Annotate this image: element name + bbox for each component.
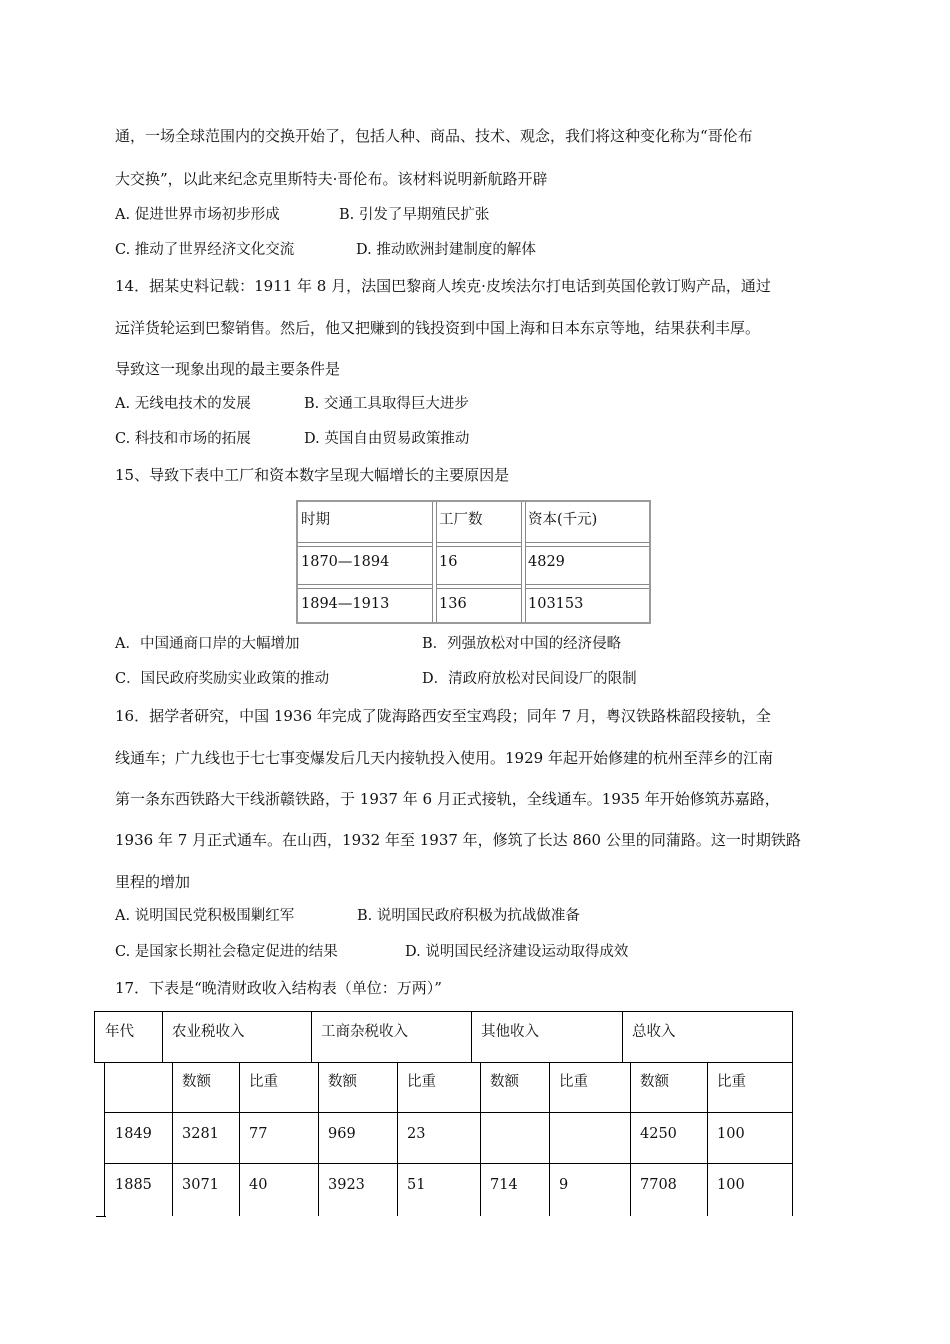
table-cell: 40 [249, 1177, 268, 1193]
table-header-agriculture-tax: 农业税收入 [172, 1024, 245, 1040]
table-cell: 7708 [640, 1177, 677, 1193]
table-divider [397, 1062, 398, 1216]
table-divider [707, 1062, 708, 1216]
table-cell: 100 [717, 1126, 745, 1142]
table-divider [471, 1012, 472, 1062]
q14-text-line-3: 导致这一现象出现的最主要条件是 [115, 360, 341, 378]
table-divider [105, 1112, 793, 1113]
table-cell: 9 [559, 1177, 569, 1193]
table-divider [318, 1062, 319, 1216]
q15-table [296, 500, 651, 624]
table-cell: 77 [249, 1126, 268, 1142]
table-cell: 1894—1913 [301, 596, 390, 612]
q16-option-a: A. 说明国民党积极围剿红军 [115, 908, 295, 924]
table-cell: 4250 [640, 1126, 677, 1142]
table-cell: 969 [328, 1126, 356, 1142]
table-subheader: 比重 [249, 1074, 278, 1090]
table-cell: 100 [717, 1177, 745, 1193]
table-divider [298, 584, 649, 589]
table-cell: 1870—1894 [301, 554, 390, 570]
q14-option-d: D. 英国自由贸易政策推动 [304, 431, 470, 447]
q13-option-b: B. 引发了早期殖民扩张 [339, 207, 490, 223]
q17-table-body [104, 1062, 793, 1216]
q16-text-line-5: 里程的增加 [115, 873, 191, 891]
table-cell: 16 [439, 554, 458, 570]
table-cell: 3071 [182, 1177, 219, 1193]
table-subheader: 数额 [182, 1074, 211, 1090]
table-cell: 3923 [328, 1177, 365, 1193]
table-header-factories: 工厂数 [439, 512, 483, 528]
q14-option-c: C. 科技和市场的拓展 [115, 431, 251, 447]
table-cell: 103153 [528, 596, 584, 612]
table-header-total-income: 总收入 [632, 1024, 676, 1040]
table-cell: 4829 [528, 554, 565, 570]
table-cell: 136 [439, 596, 467, 612]
q13-text-line-1: 通，一场全球范围内的交换开始了，包括人种、商品、技术、观念，我们将这种变化称为“哥伦布 [115, 127, 753, 145]
q15-option-c: C．国民政府奖励实业政策的推动 [115, 671, 330, 687]
table-cell: 714 [490, 1177, 518, 1193]
table-subheader: 数额 [328, 1074, 357, 1090]
table-cell: 3281 [182, 1126, 219, 1142]
table-divider [622, 1012, 623, 1062]
q16-text-line-3: 第一条东西铁路大干线浙赣铁路，于 1937 年 6 月正式接轨，全线通车。1935 年开始修筑苏嘉路， [115, 790, 780, 808]
table-divider [96, 1216, 106, 1217]
q14-text-line-2: 远洋货轮运到巴黎销售。然后，他又把赚到的钱投资到中国上海和日本东京等地，结果获利丰厚。 [115, 319, 761, 337]
table-cell: 51 [407, 1177, 426, 1193]
q15-stem: 15、导致下表中工厂和资本数字呈现大幅增长的主要原因是 [115, 466, 510, 484]
table-header-commerce-tax: 工商杂税收入 [321, 1024, 408, 1040]
table-header-capital: 资本(千元) [528, 512, 598, 528]
table-divider [630, 1062, 631, 1216]
table-subheader: 数额 [640, 1074, 669, 1090]
table-header-era: 年代 [105, 1024, 134, 1040]
q16-option-d: D. 说明国民经济建设运动取得成效 [405, 944, 629, 960]
q13-option-d: D. 推动欧洲封建制度的解体 [356, 242, 536, 258]
q14-option-b: B. 交通工具取得巨大进步 [304, 396, 469, 412]
table-divider [480, 1062, 481, 1216]
q17-table-header-row [94, 1011, 793, 1063]
table-cell: 1849 [115, 1126, 152, 1142]
table-divider [549, 1062, 550, 1216]
q15-option-a: A．中国通商口岸的大幅增加 [115, 636, 300, 652]
table-subheader: 比重 [559, 1074, 588, 1090]
table-subheader: 比重 [717, 1074, 746, 1090]
table-divider [311, 1012, 312, 1062]
table-header-other-income: 其他收入 [481, 1024, 539, 1040]
table-header-period: 时期 [301, 512, 330, 528]
table-divider [239, 1062, 240, 1216]
q16-option-b: B. 说明国民政府积极为抗战做准备 [357, 908, 580, 924]
table-divider [172, 1062, 173, 1216]
table-subheader: 数额 [490, 1074, 519, 1090]
q16-text-line-4: 1936 年 7 月正式通车。在山西，1932 年至 1937 年，修筑了长达 860 公里的同蒲路。这一时期铁路 [115, 831, 801, 849]
q13-option-a: A. 促进世界市场初步形成 [115, 207, 280, 223]
q14-text-line-1: 14．据某史料记载：1911 年 8 月，法国巴黎商人埃克·皮埃法尔打电话到英国伦敦订购产品，通过 [115, 277, 771, 295]
q13-option-c: C. 推动了世界经济文化交流 [115, 242, 295, 258]
table-divider [298, 542, 649, 547]
q16-text-line-2: 线通车；广九线也于七七事变爆发后几天内接轨投入使用。1929 年起开始修建的杭州至萍乡的江南 [115, 749, 773, 767]
q13-text-line-2: 大交换”，以此来纪念克里斯特夫·哥伦布。该材料说明新航路开辟 [115, 170, 548, 188]
table-subheader: 比重 [407, 1074, 436, 1090]
q16-text-line-1: 16．据学者研究，中国 1936 年完成了陇海路西安至宝鸡段；同年 7 月，粤汉铁路株韶段接轨，全 [115, 707, 771, 725]
table-cell: 1885 [115, 1177, 152, 1193]
q15-option-d: D．清政府放松对民间设厂的限制 [422, 671, 637, 687]
q14-option-a: A. 无线电技术的发展 [115, 396, 251, 412]
q16-option-c: C. 是国家长期社会稳定促进的结果 [115, 944, 338, 960]
table-cell: 23 [407, 1126, 426, 1142]
q17-stem: 17．下表是“晚清财政收入结构表（单位：万两）” [115, 979, 442, 997]
table-divider [105, 1163, 793, 1164]
q15-option-b: B．列强放松对中国的经济侵略 [422, 636, 622, 652]
table-divider [162, 1012, 163, 1062]
